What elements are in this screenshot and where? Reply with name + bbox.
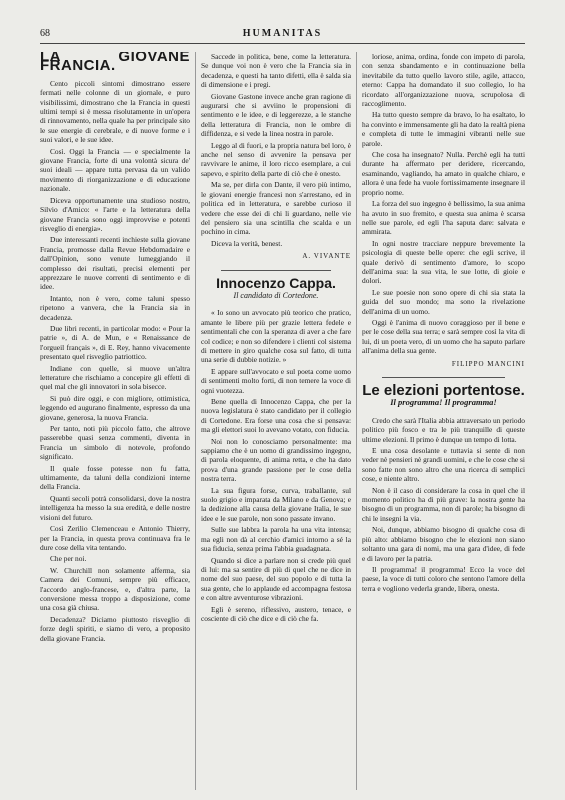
paragraph: Le sue poesie non sono opere di chi sia stata la guida del suo mondo; ma sono la rivelazione dell'anima di un uomo. <box>362 287 525 316</box>
paragraph: Due libri recenti, in particolar modo: « Pour la patrie », di A. de Mun, e « Renaissance de l'orgueil français », di E. Rey, hanno vivacemente presentato quel risveglio patriottico. <box>40 323 190 362</box>
header-rule <box>40 43 525 44</box>
paragraph: Quando si dice a parlare non si crede più quel di lui: ma sa sentire di più di quel che ne dice in nome del suo paese, del suo popolo e di tutta la sua gente, che lo applaude ed accompagna festosa e con altre avventurose vibrazioni. <box>201 555 351 603</box>
column-divider <box>356 52 357 790</box>
paragraph: Il programma! il programma! Ecco la voce del paese, la voce di tutti coloro che sentono l'amore della terra e vogliono vederla grande, libera, onesta. <box>362 564 525 593</box>
running-header <box>40 28 525 42</box>
paragraph: Indiane con quelle, si muove un'altra letterature che rischiamo a concepire gli effetti di quel mal che gli innovatori in sola bisecce. <box>40 363 190 392</box>
paragraph: Così. Oggi la Francia — e specialmente la giovane Francia, forte di una volontà sicura de' suoi ideali — appare tutta pervasa da un valido movimento di riorganizzazione e di educazione nazionale. <box>40 146 190 194</box>
article-subtitle: Il candidato di Cortedone. <box>233 290 319 300</box>
paragraph: La forza del suo ingegno è bellissimo, la sua anima ha avuto in suo fremito, e questa sua anima è scarsa nelle sue parole, ed egli l'ha saputa dare: salvata e ammirata. <box>362 199 525 237</box>
paragraph: Quanti secoli potrà consolidarsi, dove la nostra intelligenza ha messo la sua eredità, e delle nostre visioni del futuro. <box>40 493 190 522</box>
paragraph: Giovane Gastone invece anche gran ragione di augurarsi che si avviino le propensioni di sentimento e le idee, e di leggerezze, a le stanche della letteratura di Francia, non le ombre di diffidenza, e si vede la linea nostra in parole. <box>201 91 351 139</box>
paragraph: « Io sono un avvocato più teorico che pratico, amante le libere più per grazie lettera fedele e sentimentali che con la speranza di aver a che fare col codice; e non so difendere i clienti col sistema di mettere in giro qualche cosa sul fatto, di tutta una serie di dubbie notizie. » <box>201 308 351 365</box>
paragraph: Credo che sarà l'Italia abbia attraversato un periodo politico più fosco e tra le più tranquille di queste ultime elezioni. Il primo è dunque un tempo di lotta. <box>362 415 525 444</box>
paragraph: Il quale fosse potesse non fu fatta, ultimamente, da taluni della condizioni interne della Francia. <box>40 463 190 492</box>
paragraph: Ha tutto questo sempre da bravo, lo ha esaltato, lo ha convinto e immensamente gli ha dato la realtà piena e completa di tutte le immagini vibranti nelle sue parole. <box>362 110 525 148</box>
paragraph: Due interessanti recenti inchieste sulla giovane Francia, promosse dalla Revue Hebdomadaire e dall'Opinion, sono venute lumeggiando il complesso dei risultati, precisi elementi per apprezzare le nuove correnti di sentimento e di idee. <box>40 235 190 292</box>
paragraph: loriose, anima, ordina, fonde con impeto di parola, con senza sbandamento e in continuazione bella inevitabile da tutto quello lavoro stile, agile, attacco, eterno: Cappa ha domandato il suo collegio, lo ha ricordato all'organizzazione nuova, scrupolosa di raccoglimento. <box>362 52 525 109</box>
paragraph: Cento piccoli sintomi dimostrano essere fermati nelle colonne di un giornale, e puro visibilissimi, dimostrano che la Francia in questi ultimi tempi si è messa risolutamente in un'opera di rinnovamento, nella quale ha per principale sito le sue energie di cerebrale, e di nuove forme e i suoi valori, e le sue idee. <box>40 78 190 145</box>
paragraph: Saccede in politica, bene, come la letteratura. Se dunque voi non è vero che la Francia sia in decadenza, e questi ha tanto difetti, ella è salda sia di dimensione e i pregi. <box>201 52 351 90</box>
article-signature: A. VIVANTE <box>302 252 351 261</box>
paragraph: Così Zerilio Clemenceau e Antonio Thierry, per la Francia, in questa prova continuava fra le dure cose della vita tentando. <box>40 524 190 552</box>
paragraph: W. Churchill non solamente afferma, sia Camera dei Comuni, sempre più efficace, l'accordo anglo-francese, e, d'altra parte, la conversione messa troppo a disposizione, come una cosa già chiusa. <box>40 565 190 613</box>
paragraph: Egli è sereno, riflessivo, austero, tenace, e cosciente di ciò che dice e di ciò che fa. <box>201 604 351 623</box>
paragraph: Diceva opportunamente una studioso nostro, Silvio d'Amico: « l'arte e la letteratura della giovane Francia sono oggi improvvise e potenti risveglio di energia». <box>40 195 190 233</box>
column-divider <box>195 52 196 790</box>
article-title: LA GIOVANE FRANCIA. <box>40 52 190 75</box>
paragraph: Leggo al di fuori, e la propria natura bel loro, è anche nel senso di avvenire la pensava per ravvivare le anime, il loro ricco esemplare, a cui sapevo, e spirito della parte di ciò che è onesto. <box>201 140 351 178</box>
article-continuation <box>201 52 351 248</box>
paragraph: Per tanto, noti più piccolo fatto, che altrove passerebbe quasi senza commenti, diventa in Francia un simbolo di notevole, profondo significato. <box>40 424 190 462</box>
paragraph: Sulle sue labbra la parola ha una vita intensa; ma egli non dà al cerchio d'amici intorno a sé la sua fiducia, senza prima l'abbia guadagnata. <box>201 525 351 554</box>
article-separator <box>221 270 331 271</box>
paragraph: Che cosa ha insegnato? Nulla. Perchè egli ha tutti durante ha affermato per deridere, ricercando, esaminando, vagliando, ha amato in qualche chiaro, e allora è una fede ha vuole fortissimamente insegnare il proprio nome. <box>362 150 525 197</box>
article-title: Innocenzo Cappa. <box>216 274 336 291</box>
article-body <box>40 79 190 643</box>
article-body <box>201 308 351 623</box>
paragraph: Decadenza? Diciamo piuttosto risveglio di forze degli spiriti, e siamo di vero, a proposito della giovane Francia. <box>40 614 190 643</box>
article-signature: FILIPPO MANCINI <box>451 359 525 368</box>
journal-title: HUMANITAS <box>242 28 323 39</box>
paragraph: In ogni nostre tracciare neppure brevemente la psicologia di queste belle opere: che egli scrive, il quale derivò di sentimento d'amore, lo scopo dell'anima sua: la sua vita, le sue lotte, di gioie e dolori. <box>362 238 525 286</box>
paragraph: E appare sull'avvocato e sul poeta come uomo di sentimenti molto forti, di non temere la voce di ogni vuotezza. <box>201 366 351 395</box>
article-subtitle: Il programma! Il programma! <box>390 397 497 408</box>
column-2 <box>201 52 351 790</box>
paragraph: Oggi è l'anima di nuovo coraggioso per il bene e per le cose della sua terra; e sarà sempre così la vita di lui, di un poeta vero, di un uomo che ha saputo parlare all'anima della sua gente. <box>362 317 525 356</box>
paragraph: Ma se, per dirla con Dante, il vero più intimo, le giovani energie francesi non s'arrestano, ed in politica ed in letteratura, e sarebbe curioso il vedere che esse dei di chi li guardano, nelle vie del pensiero sia una scintilla che scalda e un pochino in cima. <box>201 180 351 237</box>
paragraph: Che per noi. <box>50 554 87 564</box>
column-1 <box>40 52 190 790</box>
article-title: Le elezioni portentose. <box>362 382 525 399</box>
paragraph: Noi, dunque, abbiamo bisogno di qualche cosa di più alto: abbiamo bisogno che le elezioni non siano soltanto una gara di nomi, ma una gara d'idee, di fede e di lavoro per la patria. <box>362 525 525 563</box>
paragraph: Diceva la verità, benest. <box>211 238 283 248</box>
article-continuation <box>362 52 525 356</box>
paragraph: E una cosa desolante e tuttavia si sente di non veder nè pensieri nè grandi uomini, e che le cose che si sono fatte non sono altro che una ricerca di semplici cose, e niente altro. <box>362 446 525 484</box>
paragraph: Intanto, non è vero, come taluni spesso ripetono a vanvera, che la Francia sia in decadenza. <box>40 293 190 322</box>
paragraph: Si può dire oggi, e con migliore, ottimistica, leggendo ed augurano finalmente, espresso da una giovane, generosa, la nuova Francia. <box>40 393 190 422</box>
paragraph: Bene quella di Innocenzo Cappa, che per la nuova legislatura è stato candidato per il collegio di Cortedone. Era forse una cosa che si pensava: ma gli elettori suoi lo avevano votato, con fiducia. <box>201 397 351 435</box>
paragraph: Non è il caso di considerare la cosa in quel che il momento politico ha di più grave: la nostra gente ha bisogno di un programma, non di parole; ha bisogno di chi le insegni la via. <box>362 485 525 523</box>
article-body <box>362 416 525 593</box>
paragraph: La sua figura forse, curva, traballante, sul suolo grigio e imparata da Milano e da Genova; e la dedizione alla causa della giovane Italia, le sue idee e le sue parole, non sono passate invano. <box>201 485 351 523</box>
article-separator <box>382 377 505 378</box>
column-3 <box>362 52 525 790</box>
paragraph: Noi non lo conosciamo personalmente: ma sappiamo che è un uomo di grandissimo ingegno, di parola eloquente, di anima retta, e che ha dato prova d'una grande passione per le cose della nostra terra. <box>201 436 351 484</box>
page-number: 68 <box>40 28 50 39</box>
